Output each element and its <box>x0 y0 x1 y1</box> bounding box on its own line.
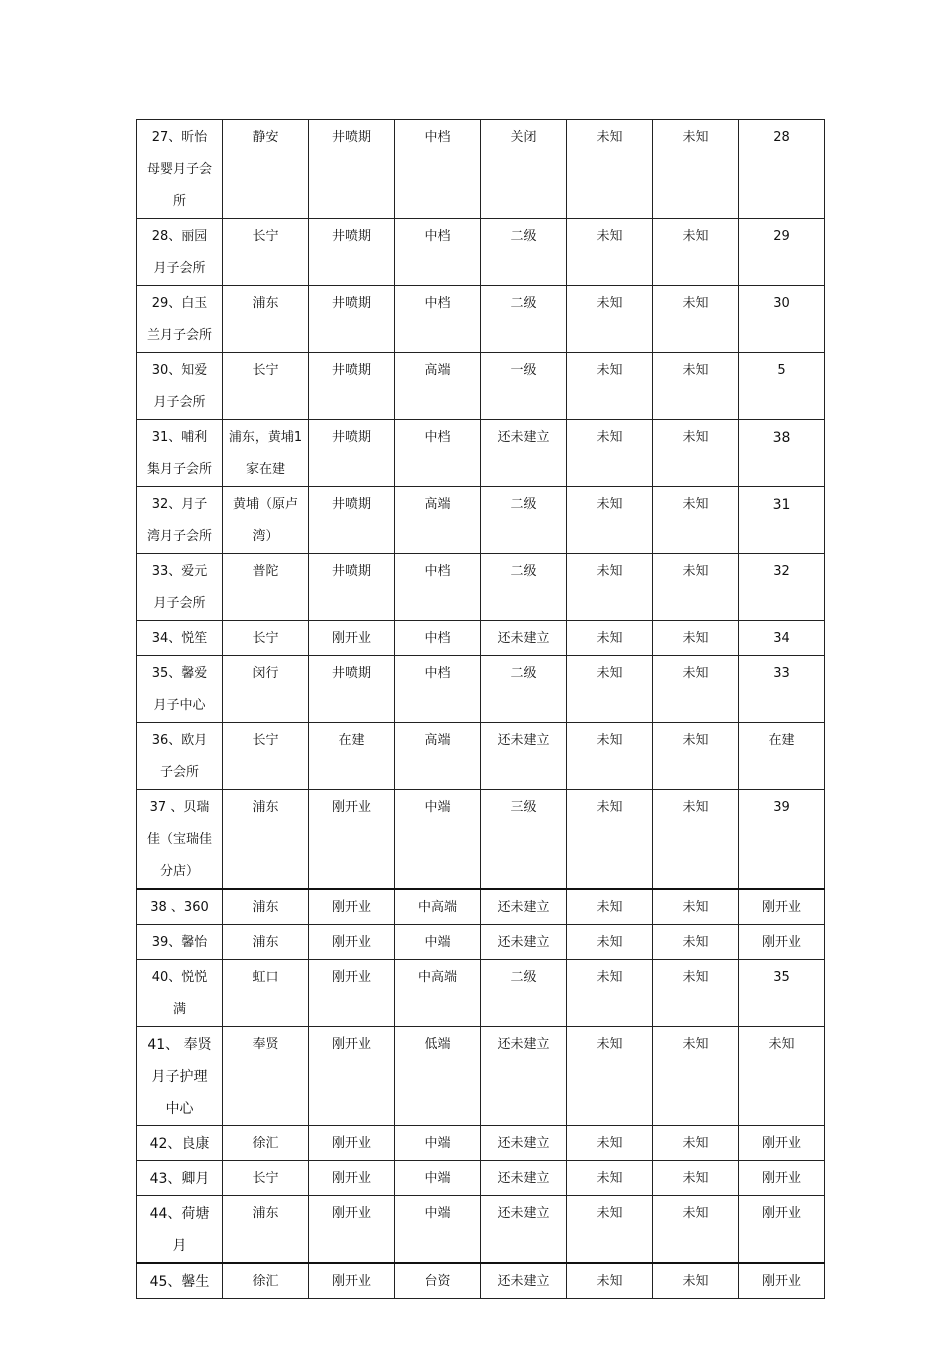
grade-cell: 中档 <box>395 621 481 656</box>
stage-cell: 井喷期 <box>309 656 395 723</box>
rating-cell: 二级 <box>481 656 567 723</box>
center-name-cell: 29、白玉兰月子会所 <box>137 286 223 353</box>
table-body <box>137 120 825 1299</box>
center-name-cell: 28、丽园月子会所 <box>137 219 223 286</box>
rank-cell: 在建 <box>739 723 825 790</box>
unknown-cell-b: 未知 <box>653 656 739 723</box>
stage-cell: 刚开业 <box>309 790 395 890</box>
unknown-cell-a: 未知 <box>567 621 653 656</box>
unknown-cell-b: 未知 <box>653 621 739 656</box>
rating-cell: 二级 <box>481 554 567 621</box>
rating-cell: 二级 <box>481 960 567 1027</box>
unknown-cell-a: 未知 <box>567 1196 653 1264</box>
grade-cell: 高端 <box>395 353 481 420</box>
table-row <box>137 1126 825 1161</box>
unknown-cell-b: 未知 <box>653 487 739 554</box>
district-cell: 浦东 <box>223 1196 309 1264</box>
grade-cell: 中端 <box>395 1161 481 1196</box>
rank-cell: 5 <box>739 353 825 420</box>
unknown-cell-a: 未知 <box>567 286 653 353</box>
unknown-cell-a: 未知 <box>567 656 653 723</box>
stage-cell: 刚开业 <box>309 1196 395 1264</box>
center-name-cell: 32、月子湾月子会所 <box>137 487 223 554</box>
rating-cell: 二级 <box>481 219 567 286</box>
grade-cell: 中端 <box>395 925 481 960</box>
stage-cell: 刚开业 <box>309 1161 395 1196</box>
grade-cell: 台资 <box>395 1263 481 1299</box>
unknown-cell-a: 未知 <box>567 889 653 925</box>
district-cell: 长宁 <box>223 353 309 420</box>
unknown-cell-a: 未知 <box>567 1027 653 1126</box>
grade-cell: 低端 <box>395 1027 481 1126</box>
rank-cell: 35 <box>739 960 825 1027</box>
rank-cell: 未知 <box>739 1027 825 1126</box>
table-row <box>137 656 825 723</box>
district-cell: 徐汇 <box>223 1126 309 1161</box>
unknown-cell-a: 未知 <box>567 925 653 960</box>
rating-cell: 还未建立 <box>481 420 567 487</box>
district-cell: 长宁 <box>223 1161 309 1196</box>
district-cell: 浦东 <box>223 889 309 925</box>
table-row <box>137 889 825 925</box>
unknown-cell-a: 未知 <box>567 120 653 219</box>
district-cell: 静安 <box>223 120 309 219</box>
stage-cell: 井喷期 <box>309 554 395 621</box>
unknown-cell-b: 未知 <box>653 925 739 960</box>
rank-cell: 29 <box>739 219 825 286</box>
unknown-cell-a: 未知 <box>567 723 653 790</box>
rank-cell: 32 <box>739 554 825 621</box>
stage-cell: 刚开业 <box>309 960 395 1027</box>
center-name-cell: 38 、360 <box>137 889 223 925</box>
table-row <box>137 1196 825 1264</box>
stage-cell: 在建 <box>309 723 395 790</box>
grade-cell: 中端 <box>395 1126 481 1161</box>
stage-cell: 井喷期 <box>309 219 395 286</box>
rank-cell: 33 <box>739 656 825 723</box>
rank-cell: 34 <box>739 621 825 656</box>
center-name-cell: 40、悦悦满 <box>137 960 223 1027</box>
rating-cell: 二级 <box>481 487 567 554</box>
stage-cell: 刚开业 <box>309 1126 395 1161</box>
stage-cell: 刚开业 <box>309 889 395 925</box>
stage-cell: 刚开业 <box>309 1027 395 1126</box>
table-row <box>137 1027 825 1126</box>
unknown-cell-b: 未知 <box>653 1161 739 1196</box>
rating-cell: 还未建立 <box>481 723 567 790</box>
table-row <box>137 420 825 487</box>
stage-cell: 刚开业 <box>309 1263 395 1299</box>
unknown-cell-b: 未知 <box>653 420 739 487</box>
center-name-cell: 27、昕怡母婴月子会所 <box>137 120 223 219</box>
unknown-cell-a: 未知 <box>567 1126 653 1161</box>
unknown-cell-b: 未知 <box>653 1263 739 1299</box>
rank-cell: 刚开业 <box>739 1196 825 1264</box>
unknown-cell-a: 未知 <box>567 554 653 621</box>
unknown-cell-a: 未知 <box>567 487 653 554</box>
unknown-cell-b: 未知 <box>653 889 739 925</box>
unknown-cell-b: 未知 <box>653 554 739 621</box>
center-name-cell: 37 、贝瑞佳（宝瑞佳分店） <box>137 790 223 890</box>
stage-cell: 井喷期 <box>309 487 395 554</box>
stage-cell: 井喷期 <box>309 420 395 487</box>
district-cell: 长宁 <box>223 621 309 656</box>
rank-cell: 30 <box>739 286 825 353</box>
district-cell: 浦东 <box>223 286 309 353</box>
rating-cell: 关闭 <box>481 120 567 219</box>
table-row <box>137 353 825 420</box>
unknown-cell-a: 未知 <box>567 1263 653 1299</box>
rating-cell: 还未建立 <box>481 621 567 656</box>
rating-cell: 还未建立 <box>481 1126 567 1161</box>
grade-cell: 中档 <box>395 420 481 487</box>
rating-cell: 一级 <box>481 353 567 420</box>
rating-cell: 二级 <box>481 286 567 353</box>
unknown-cell-b: 未知 <box>653 723 739 790</box>
stage-cell: 井喷期 <box>309 120 395 219</box>
district-cell: 浦东 <box>223 925 309 960</box>
grade-cell: 中高端 <box>395 889 481 925</box>
grade-cell: 中档 <box>395 286 481 353</box>
rank-cell: 28 <box>739 120 825 219</box>
center-name-cell: 33、爱元月子会所 <box>137 554 223 621</box>
district-cell: 黄埔（原卢湾） <box>223 487 309 554</box>
stage-cell: 刚开业 <box>309 621 395 656</box>
district-cell: 长宁 <box>223 723 309 790</box>
district-cell: 徐汇 <box>223 1263 309 1299</box>
unknown-cell-a: 未知 <box>567 219 653 286</box>
center-name-cell: 43、卿月 <box>137 1161 223 1196</box>
unknown-cell-b: 未知 <box>653 286 739 353</box>
unknown-cell-b: 未知 <box>653 1196 739 1264</box>
district-cell: 虹口 <box>223 960 309 1027</box>
center-name-cell: 36、欧月子会所 <box>137 723 223 790</box>
stage-cell: 井喷期 <box>309 353 395 420</box>
district-cell: 长宁 <box>223 219 309 286</box>
rating-cell: 还未建立 <box>481 925 567 960</box>
rank-cell: 39 <box>739 790 825 890</box>
rank-cell: 刚开业 <box>739 1263 825 1299</box>
center-name-cell: 35、馨爱月子中心 <box>137 656 223 723</box>
center-name-cell: 44、荷塘月 <box>137 1196 223 1264</box>
grade-cell: 中档 <box>395 120 481 219</box>
grade-cell: 中高端 <box>395 960 481 1027</box>
center-name-cell: 41、 奉贤月子护理中心 <box>137 1027 223 1126</box>
grade-cell: 高端 <box>395 487 481 554</box>
grade-cell: 中档 <box>395 219 481 286</box>
rank-cell: 38 <box>739 420 825 487</box>
rating-cell: 还未建立 <box>481 889 567 925</box>
grade-cell: 高端 <box>395 723 481 790</box>
unknown-cell-a: 未知 <box>567 353 653 420</box>
district-cell: 普陀 <box>223 554 309 621</box>
unknown-cell-b: 未知 <box>653 1126 739 1161</box>
unknown-cell-a: 未知 <box>567 420 653 487</box>
unknown-cell-b: 未知 <box>653 219 739 286</box>
table-row <box>137 960 825 1027</box>
table-row <box>137 554 825 621</box>
unknown-cell-b: 未知 <box>653 120 739 219</box>
grade-cell: 中档 <box>395 656 481 723</box>
district-cell: 闵行 <box>223 656 309 723</box>
stage-cell: 刚开业 <box>309 925 395 960</box>
rank-cell: 刚开业 <box>739 889 825 925</box>
stage-cell: 井喷期 <box>309 286 395 353</box>
unknown-cell-b: 未知 <box>653 1027 739 1126</box>
center-name-cell: 42、良康 <box>137 1126 223 1161</box>
rating-cell: 三级 <box>481 790 567 890</box>
table-row <box>137 1161 825 1196</box>
district-cell: 奉贤 <box>223 1027 309 1126</box>
unknown-cell-b: 未知 <box>653 353 739 420</box>
unknown-cell-a: 未知 <box>567 790 653 890</box>
rating-cell: 还未建立 <box>481 1196 567 1264</box>
grade-cell: 中端 <box>395 1196 481 1264</box>
table-row <box>137 120 825 219</box>
grade-cell: 中档 <box>395 554 481 621</box>
rank-cell: 刚开业 <box>739 925 825 960</box>
rating-cell: 还未建立 <box>481 1027 567 1126</box>
unknown-cell-b: 未知 <box>653 790 739 890</box>
center-name-cell: 31、哺利集月子会所 <box>137 420 223 487</box>
table-row <box>137 286 825 353</box>
district-cell: 浦东 <box>223 790 309 890</box>
district-cell: 浦东，黄埔1家在建 <box>223 420 309 487</box>
unknown-cell-a: 未知 <box>567 960 653 1027</box>
table-row <box>137 487 825 554</box>
grade-cell: 中端 <box>395 790 481 890</box>
table-row <box>137 1263 825 1299</box>
table-row <box>137 621 825 656</box>
center-name-cell: 30、知爱月子会所 <box>137 353 223 420</box>
rating-cell: 还未建立 <box>481 1161 567 1196</box>
rank-cell: 31 <box>739 487 825 554</box>
rating-cell: 还未建立 <box>481 1263 567 1299</box>
rank-cell: 刚开业 <box>739 1126 825 1161</box>
table-row <box>137 723 825 790</box>
center-name-cell: 45、馨生 <box>137 1263 223 1299</box>
unknown-cell-a: 未知 <box>567 1161 653 1196</box>
center-name-cell: 34、悦笙 <box>137 621 223 656</box>
table-row <box>137 925 825 960</box>
maternity-center-table <box>136 119 825 1299</box>
rank-cell: 刚开业 <box>739 1161 825 1196</box>
unknown-cell-b: 未知 <box>653 960 739 1027</box>
table-row <box>137 790 825 890</box>
center-name-cell: 39、馨怡 <box>137 925 223 960</box>
table-row <box>137 219 825 286</box>
